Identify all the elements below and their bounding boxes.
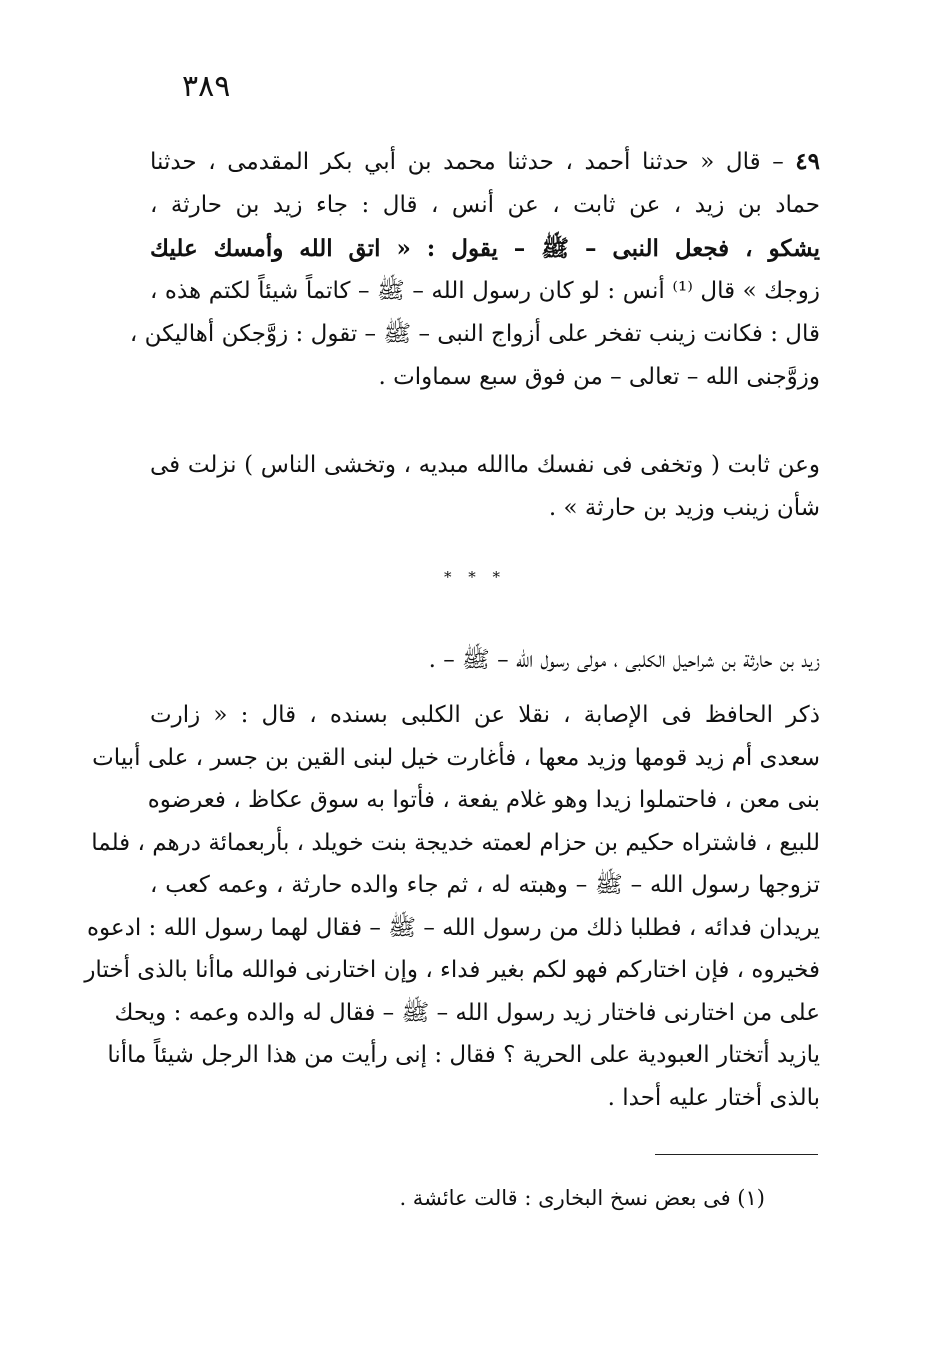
hadith-line-1 <box>150 140 820 184</box>
footnote: (١) فى بعض نسخ البخارى : قالت عائشة . <box>399 1186 765 1210</box>
hadith-line-3: يشكو ، فجعل النبى – ﷺ – يقول : « اتق الله وأمسك عليك <box>150 235 820 262</box>
body-line-10: بالذى أختار عليه أحدا . <box>607 1084 820 1111</box>
comment-line-2: شأن زينب وزيد بن حارثة » . <box>548 495 820 521</box>
body-line-9: يازيد أتختار العبودية على الحرية ؟ فقال : إنى رأيت من هذا الرجل شيئاً ماأنا <box>107 1042 820 1068</box>
section-separator: * * * <box>443 568 507 586</box>
thabit-comment <box>150 444 820 530</box>
hadith-line-5: قال : فكانت زينب تفخر على أزواج النبى – ﷺ – تقول : زوَّجكن أهاليكن ، <box>129 321 820 347</box>
hadith-line-6: وزوَّجنى الله – تعالى – من فوق سبع سماوات . <box>378 364 820 390</box>
body-line-6: يريدان فدائه ، فطلبا ذلك من رسول الله – ﷺ – فقال لهما رسول الله : ادعوه <box>86 914 820 941</box>
page-number: ٣٨٩ <box>182 69 231 104</box>
body-line-8: على من اختارنى فاختار زيد رسول الله – ﷺ – فقال له والده وعمه : ويحك <box>114 999 820 1026</box>
section-heading: زيد بن حارثة بن شراحيل الكلبى ، مولى رسول الله – ﷺ – . <box>428 647 820 673</box>
body-line-5: تزوجها رسول الله – ﷺ – وهبته له ، ثم جاء والده حارثة ، وعمه كعب ، <box>150 872 820 898</box>
hadith-number: ٤٩ <box>795 148 821 175</box>
body-line-1: ذكر الحافظ فى الإصابة ، نقلا عن الكلبى بسنده ، قال : « زارت <box>150 702 820 728</box>
comment-line-1: وعن ثابت ( وتخفى فى نفسك ماالله مبديه ، وتخشى الناس ) نزلت فى <box>150 452 820 478</box>
hadith-line-1-text: – قال « حدثنا أحمد ، حدثنا محمد بن أبي بكر المقدمى ، حدثنا <box>150 149 784 175</box>
biography-paragraph <box>84 694 820 1119</box>
body-line-3: بنى معن ، فاحتملوا زيدا وهو غلام يفعة ، فأتوا به سوق عكاظ ، فعرضوه <box>147 787 820 813</box>
hadith-line-2: حماد بن زيد ، عن ثابت ، عن أنس ، قال : جاء زيد بن حارثة ، <box>150 192 820 218</box>
hadith-49 <box>129 140 821 399</box>
body-line-4: للبيع ، فاشتراه حكيم بن حزام لعمته خديجة بنت خويلد ، بأربعمائة درهم ، فلما <box>91 829 820 856</box>
body-line-7: فخيروه ، فإن اختاركم فهو لكم بغير فداء ، وإن اختارنى فوالله ماأنا بالذى أختار <box>84 957 820 983</box>
hadith-line-4: زوجك » قال ⁽¹⁾ أنس : لو كان رسول الله – ﷺ – كاتماً شيئاً لكتم هذه ، <box>150 278 820 304</box>
body-line-2: سعدى أم زيد قومها وزيد معها ، فأغارت خيل لبنى القين بن جسر ، على أبيات <box>92 744 820 771</box>
footnote-divider <box>655 1154 818 1155</box>
